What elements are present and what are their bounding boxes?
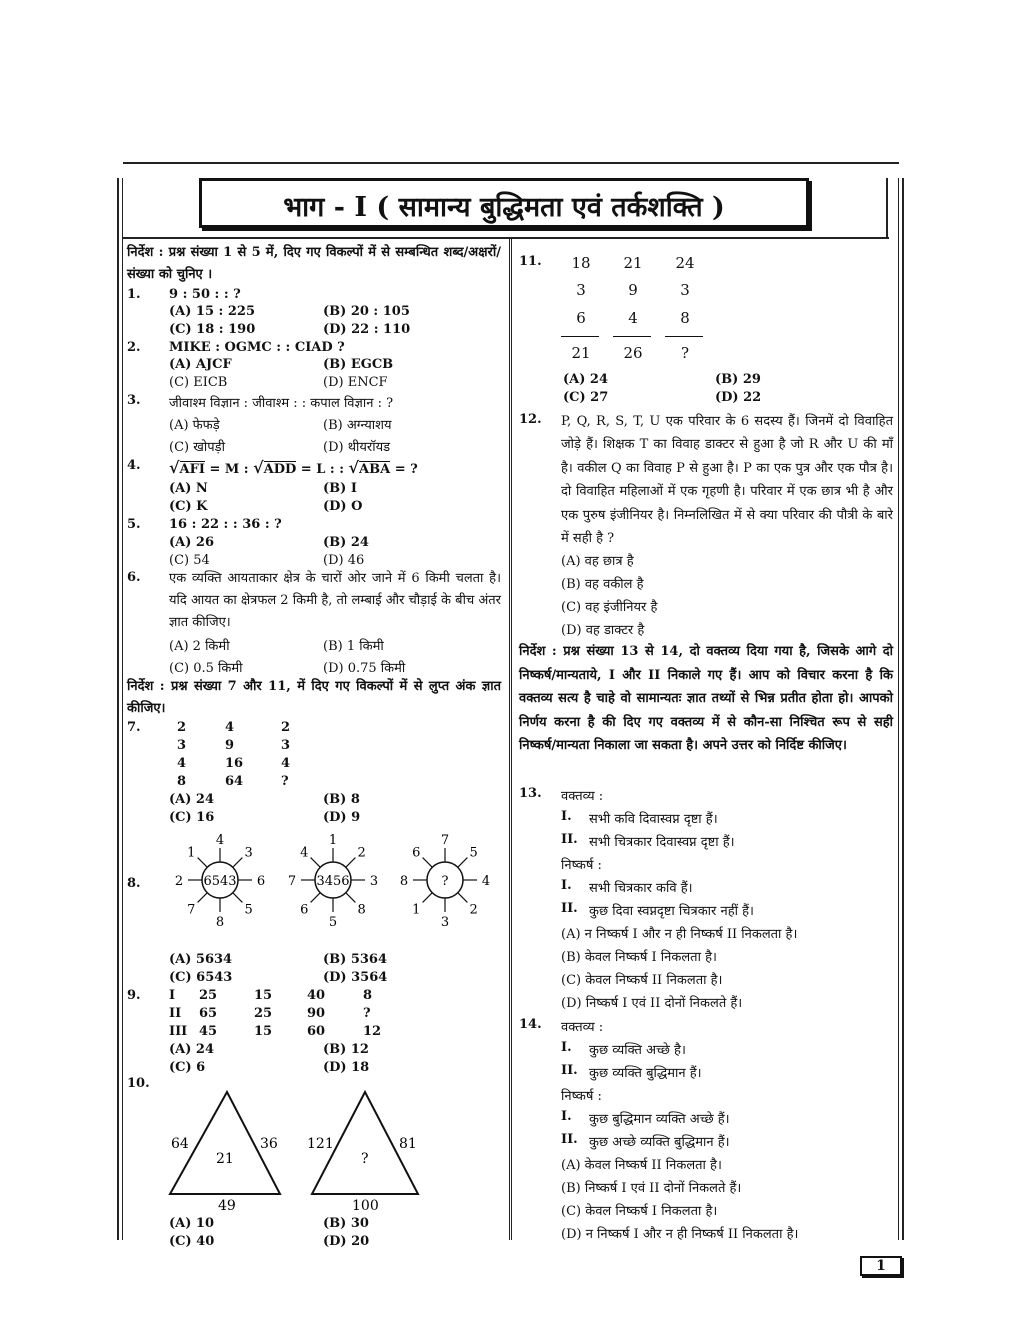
- option-b: (B) 12: [323, 1042, 369, 1057]
- table-cell: 25: [199, 988, 218, 1003]
- wheel-label: 2: [357, 845, 366, 861]
- question-text: 16 : 22 : : 36 : ?: [169, 517, 282, 532]
- option-b: (B) 30: [323, 1216, 369, 1231]
- option-d: (D) निष्कर्ष I एवं II दोनों निकलते हैं।: [561, 996, 743, 1011]
- question-4: [127, 458, 505, 516]
- option-a: (A) 15 : 225: [169, 304, 255, 319]
- question-11: [519, 254, 895, 404]
- wheel-label: 4: [300, 845, 309, 861]
- radicand: AFI: [179, 462, 205, 477]
- radicand: ABA: [359, 462, 391, 477]
- grid-cell: 4: [225, 720, 235, 735]
- wheel-figures: [127, 830, 505, 952]
- wheel-label: 8: [215, 915, 225, 930]
- option-b: (B) 5364: [323, 952, 387, 967]
- option-b: (B) अग्न्याशय: [323, 418, 392, 433]
- statement-text: सभी कवि दिवास्वप्न दृष्टा हैं।: [589, 812, 718, 827]
- column-value: 24: [675, 254, 695, 272]
- option-c: (C) वह इंजीनियर है: [561, 600, 658, 615]
- sum-line: [665, 336, 703, 337]
- option-a: (A) फेफड़े: [169, 418, 220, 433]
- grid-cell: 16: [225, 756, 244, 771]
- wheel-spoke: [346, 858, 356, 868]
- table-cell: 25: [254, 1006, 273, 1021]
- option-a: (A) 24: [563, 372, 609, 387]
- triangle-figures: [127, 1086, 505, 1222]
- question-number: 3.: [127, 393, 141, 408]
- question-10: [127, 1076, 505, 1249]
- option-d: (D) ENCF: [323, 375, 388, 390]
- option-d: (D) थीयरॉयड: [323, 440, 391, 455]
- conclusion-number: I.: [561, 1109, 572, 1124]
- triangle-2-right: 81: [399, 1136, 417, 1152]
- option-b: (B) 1 किमी: [323, 639, 384, 654]
- statement-text: कुछ व्यक्ति बुद्धिमान हैं।: [589, 1066, 702, 1081]
- wheel-label: 3: [440, 915, 450, 930]
- column-value: 18: [571, 254, 591, 272]
- right-column: [519, 240, 895, 1240]
- wheel-spoke: [423, 893, 433, 903]
- table-cell: ?: [363, 1006, 371, 1021]
- option-c: (C) 18 : 190: [169, 322, 256, 337]
- grid-cell: 4: [281, 756, 291, 771]
- question-number: 12.: [519, 412, 542, 427]
- question-number: 7.: [127, 720, 141, 735]
- question-5: [127, 517, 505, 569]
- grid-cell: 2: [281, 720, 291, 735]
- table-cell: 40: [307, 988, 326, 1003]
- wheel-label: 6: [412, 845, 421, 861]
- table-cell: 15: [254, 988, 273, 1003]
- option-c: (C) खोपड़ी: [169, 440, 225, 455]
- option-b: (B) 20 : 105: [323, 304, 410, 319]
- column-value: 3: [576, 281, 586, 299]
- column-value: 8: [680, 309, 690, 327]
- wheel-label: 6: [256, 874, 266, 889]
- table-cell: 60: [307, 1024, 326, 1039]
- option-c: (C) 6543: [169, 970, 233, 985]
- option-a: (A) N: [169, 481, 208, 496]
- conclusion-label: निष्कर्ष :: [561, 858, 602, 873]
- wheel-label: 7: [287, 874, 297, 889]
- option-a: (A) न निष्कर्ष I और न ही निष्कर्ष II निकलता है।: [561, 927, 798, 942]
- header-side: [886, 178, 888, 238]
- question-text: जीवाश्म विज्ञान : जीवाश्म : : कपाल विज्ञान : ?: [169, 396, 394, 411]
- conclusion-text: कुछ बुद्धिमान व्यक्ति अच्छे हैं।: [589, 1112, 730, 1127]
- equation-part: = M :: [204, 462, 254, 477]
- wheel-spoke: [458, 893, 468, 903]
- wheel-spoke: [198, 858, 208, 868]
- directive-1: निर्देश : प्रश्न संख्या 1 से 5 में, दिए गए विकल्पों में से सम्बन्धित शब्द/अक्षरों/संख्या को चुनिए ।: [127, 245, 501, 282]
- question-13: [519, 786, 895, 1010]
- question-7: [127, 720, 505, 824]
- option-d: (D) 9: [323, 810, 361, 825]
- question-number: 8.: [127, 876, 141, 891]
- question-8: [127, 830, 505, 990]
- question-number: 11.: [519, 254, 542, 269]
- grid-cell: 3: [281, 738, 291, 753]
- table-cell: 8: [363, 988, 373, 1003]
- option-b: (B) 29: [715, 372, 761, 387]
- option-c: (C) 40: [169, 1234, 215, 1249]
- wheel-label: 8: [357, 902, 366, 918]
- wheel-label: 5: [244, 902, 253, 918]
- table-cell: III: [169, 1024, 188, 1039]
- option-d: (D) 46: [323, 553, 365, 568]
- top-rule: [123, 162, 899, 164]
- wheel-spoke: [233, 858, 243, 868]
- option-b: (B) निष्कर्ष I एवं II दोनों निकलते हैं।: [561, 1181, 742, 1196]
- conclusion-text: कुछ दिवा स्वप्नदृष्टा चित्रकार नहीं हैं।: [589, 904, 754, 919]
- wheel-center: 6543: [203, 874, 237, 889]
- triangle-1-center: 21: [216, 1151, 234, 1167]
- wheel-label: 8: [399, 874, 409, 889]
- question-1: [127, 287, 505, 337]
- question-2: [127, 340, 505, 392]
- statement-label: वक्तव्य :: [561, 1020, 604, 1035]
- equation-part: = ?: [390, 462, 418, 477]
- question-number: 2.: [127, 340, 141, 355]
- option-c: (C) 0.5 किमी: [169, 661, 243, 676]
- conclusion-number: II.: [561, 901, 578, 916]
- wheel-label: 1: [412, 902, 421, 918]
- triangle-1-right: 36: [260, 1136, 278, 1152]
- wheel-spoke: [346, 893, 356, 903]
- question-text: एक व्यक्ति आयताकार क्षेत्र के चारों ओर जाने में 6 किमी चलता है। यदि आयत का क्षेत्रफल 2 किमी है, तो लम्बाई और चौड़ाई के बीच अंतर ज्ञात कीजिए।: [169, 571, 501, 630]
- option-b: (B) केवल निष्कर्ष I निकलता है।: [561, 950, 717, 965]
- wheel-spoke: [423, 858, 433, 868]
- wheel-spoke: [233, 893, 243, 903]
- grid-cell: 2: [177, 720, 187, 735]
- wheel-label: 5: [469, 845, 478, 861]
- wheel-label: 6: [300, 902, 309, 918]
- grid-cell: 8: [177, 774, 187, 789]
- question-6: [127, 570, 505, 674]
- option-d: (D) 3564: [323, 970, 388, 985]
- grid-cell: 64: [225, 774, 244, 789]
- question-12: [519, 412, 895, 642]
- column-value: 21: [623, 254, 643, 272]
- option-a: (A) 24: [169, 792, 215, 807]
- triangle-2-left: 121: [307, 1136, 334, 1152]
- option-b: (B) 24: [323, 535, 369, 550]
- option-b: (B) 8: [323, 792, 360, 807]
- column-value: 21: [571, 344, 591, 362]
- sum-line: [561, 336, 599, 337]
- wheel-label: 4: [215, 833, 225, 848]
- option-b: (B) वह वकील है: [561, 577, 644, 592]
- wheel-label: 7: [187, 902, 196, 918]
- option-d: (D) 0.75 किमी: [323, 661, 406, 676]
- column-value: ?: [680, 344, 690, 362]
- statement-number: I.: [561, 809, 572, 824]
- radicand: ADD: [263, 462, 297, 477]
- triangle-2-bottom: 100: [352, 1198, 379, 1214]
- option-a: (A) केवल निष्कर्ष II निकलता है।: [561, 1158, 722, 1173]
- header-underline: [123, 237, 889, 239]
- option-b: (B) I: [323, 481, 357, 496]
- sqrt-icon: √: [253, 458, 264, 477]
- column-value: 4: [628, 309, 638, 327]
- wheel-label: 2: [469, 902, 478, 918]
- question-3: [127, 393, 505, 455]
- conclusion-number: I.: [561, 878, 572, 893]
- wheel-spoke: [311, 893, 321, 903]
- triangle-1-bottom: 49: [218, 1198, 236, 1214]
- option-a: (A) 24: [169, 1042, 215, 1057]
- wheel-label: 2: [174, 874, 184, 889]
- wheel-spoke: [458, 858, 468, 868]
- option-c: (C) K: [169, 499, 208, 514]
- wheel-label: 7: [440, 833, 450, 848]
- wheel-spoke: [311, 858, 321, 868]
- grid-cell: ?: [281, 774, 289, 789]
- wheel-label: 4: [481, 874, 491, 889]
- page-number: 1: [876, 1258, 886, 1274]
- statement-text: सभी चित्रकार दिवास्वप्न दृष्टा हैं।: [589, 835, 735, 850]
- question-number: 14.: [519, 1017, 542, 1032]
- wheel-label: 1: [328, 833, 338, 848]
- page-number-box: [860, 1256, 902, 1276]
- triangle-2-center: ?: [361, 1151, 369, 1167]
- question-number: 5.: [127, 517, 141, 532]
- sqrt-icon: √: [348, 458, 360, 477]
- page-title: भाग - I ( सामान्य बुद्धिमता एवं तर्कशक्ति ): [283, 192, 725, 223]
- column-value: 9: [628, 281, 638, 299]
- option-c: (C) EICB: [169, 375, 228, 390]
- option-b: (B) EGCB: [323, 357, 394, 372]
- statement-label: वक्तव्य :: [561, 789, 604, 804]
- title-box: [199, 178, 809, 228]
- option-c: (C) केवल निष्कर्ष II निकलता है।: [561, 973, 723, 988]
- triangle-1-left: 64: [171, 1136, 189, 1152]
- grid-cell: 4: [177, 756, 187, 771]
- conclusion-number: II.: [561, 1132, 578, 1147]
- option-d: (D) 20: [323, 1234, 370, 1249]
- wheel-label: 5: [328, 915, 338, 930]
- equation-part: = L : :: [296, 462, 349, 477]
- option-d: (D) 22 : 110: [323, 322, 411, 337]
- question-9: [127, 988, 505, 1076]
- left-column: [127, 240, 505, 1249]
- column-value: 26: [623, 344, 643, 362]
- question-number: 1.: [127, 287, 141, 302]
- option-c: (C) 16: [169, 810, 215, 825]
- option-d: (D) वह डाक्टर है: [561, 623, 645, 638]
- sqrt-icon: √: [169, 458, 180, 477]
- wheel-center: 3456: [316, 874, 350, 889]
- option-a: (A) AJCF: [169, 357, 232, 372]
- question-number: 9.: [127, 988, 141, 1003]
- column-value: 3: [680, 281, 690, 299]
- question-number: 6.: [127, 570, 141, 585]
- option-d: (D) 22: [715, 390, 762, 405]
- question-number: 10.: [127, 1076, 150, 1091]
- directive-2: निर्देश : प्रश्न संख्या 7 और 11, में दिए गए विकल्पों में से लुप्त अंक ज्ञात कीजिए।: [127, 679, 501, 716]
- option-a: (A) 2 किमी: [169, 639, 230, 654]
- option-a: (A) वह छात्र है: [561, 554, 634, 569]
- column-value: 6: [576, 309, 586, 327]
- question-text: 9 : 50 : : ?: [169, 287, 241, 302]
- table-cell: 12: [363, 1024, 382, 1039]
- grid-cell: 3: [177, 738, 187, 753]
- question-text: P, Q, R, S, T, U एक परिवार के 6 सदस्य हैं। जिनमें दो विवाहित जोड़े हैं। शिक्षक T का विवाह डाक्टर से हुआ है जो R और U की माँ है। वकील Q का विवाह P से हुआ है। P का एक पुत्र और एक पौत्र है। दो विवाहित महिलाओं में एक गृहणी है। परिवार में एक छात्र भी है और एक पुरुष इंजीनियर है। निम्नलिखित में से क्या परिवार की पौत्री के बारे में सही है ?: [561, 414, 893, 547]
- option-c: (C) 27: [563, 390, 609, 405]
- option-d: (D) न निष्कर्ष I और न ही निष्कर्ष II निकलता है।: [561, 1227, 799, 1242]
- option-a: (A) 5634: [169, 952, 233, 967]
- option-d: (D) O: [323, 499, 363, 514]
- table-cell: I: [169, 988, 176, 1003]
- wheel-spoke: [198, 893, 208, 903]
- wheel-label: 3: [369, 874, 379, 889]
- question-text: MIKE : OGMC : : CIAD ?: [169, 340, 345, 355]
- statement-text: कुछ व्यक्ति अच्छे है।: [589, 1043, 686, 1058]
- question-number: 4.: [127, 458, 141, 473]
- column-divider: [509, 238, 512, 1240]
- question-text: [169, 458, 418, 477]
- left-border: [117, 178, 123, 1240]
- wheel-center: ?: [441, 874, 449, 889]
- grid-cell: 9: [225, 738, 235, 753]
- conclusion-text: कुछ अच्छे व्यक्ति बुद्धिमान हैं।: [589, 1135, 730, 1150]
- option-a: (A) 10: [169, 1216, 215, 1231]
- directive-3: निर्देश : प्रश्न संख्या 13 से 14, दो वक्तव्य दिया गया है, जिसके आगे दो निष्कर्ष/मान्यताये, I और II निकाले गए हैं। आप को विचार करना है कि वक्तव्य सत्य है चाहे वो सामान्यतः ज्ञात तथ्यों से भिन्न प्रतीत होता हो। आपको निर्णय करना है की दिए गए वक्तव्य में से कौन-सा निश्चित रूप से सही निष्कर्ष/मान्यता निकाला जा सकता है। अपने उत्तर को निर्दिष्ट कीजिए।: [519, 644, 893, 753]
- option-c: (C) 6: [169, 1060, 206, 1075]
- statement-number: II.: [561, 1063, 578, 1078]
- table-cell: 90: [307, 1006, 326, 1021]
- option-a: (A) 26: [169, 535, 215, 550]
- right-border: [898, 178, 904, 1240]
- conclusion-text: सभी चित्रकार कवि हैं।: [589, 881, 693, 896]
- conclusion-label: निष्कर्ष :: [561, 1089, 602, 1104]
- option-d: (D) 18: [323, 1060, 370, 1075]
- table-cell: II: [169, 1006, 182, 1021]
- statement-number: II.: [561, 832, 578, 847]
- table-cell: 45: [199, 1024, 218, 1039]
- table-cell: 15: [254, 1024, 273, 1039]
- statement-number: I.: [561, 1040, 572, 1055]
- wheel-label: 1: [187, 845, 196, 861]
- question-14: [519, 1017, 895, 1241]
- option-c: (C) केवल निष्कर्ष I निकलता है।: [561, 1204, 718, 1219]
- question-number: 13.: [519, 786, 542, 801]
- option-c: (C) 54: [169, 553, 210, 568]
- sum-line: [613, 336, 651, 337]
- table-cell: 65: [199, 1006, 218, 1021]
- wheel-label: 3: [244, 845, 253, 861]
